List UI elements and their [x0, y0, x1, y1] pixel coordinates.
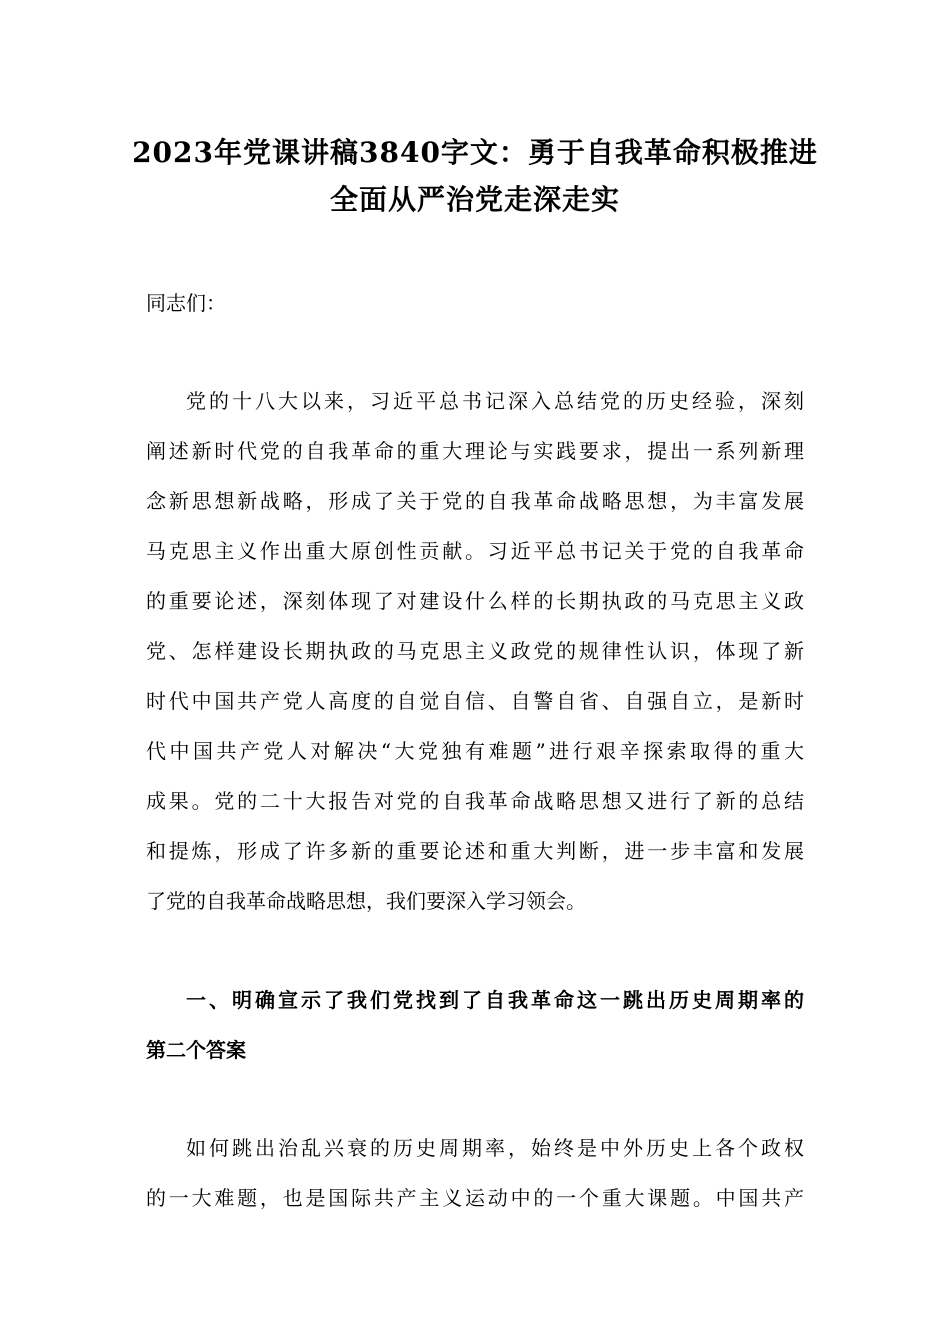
salutation: 同志们：: [146, 291, 226, 315]
paragraph-1-line: 了党的自我革命战略思想，我们要深入学习领会。: [146, 889, 586, 913]
paragraph-1-line: 党的十八大以来，习近平总书记深入总结党的历史经验，深刻: [186, 389, 804, 413]
paragraph-1-line: 成果。党的二十大报告对党的自我革命战略思想又进行了新的总结: [146, 789, 804, 813]
paragraph-1-line: 阐述新时代党的自我革命的重大理论与实践要求，提出一系列新理: [146, 439, 804, 463]
paragraph-1-line: 党、怎样建设长期执政的马克思主义政党的规律性认识，体现了新: [146, 639, 804, 663]
document-title-line-2: 全面从严治党走深走实: [329, 183, 620, 216]
document-title-line-1: 2023年党课讲稿3840字文：勇于自我革命积极推进: [132, 136, 818, 169]
paragraph-2-line: 如何跳出治乱兴衰的历史周期率，始终是中外历史上各个政权: [186, 1136, 804, 1160]
section-heading-line: 一、明确宣示了我们党找到了自我革命这一跳出历史周期率的: [186, 988, 804, 1012]
paragraph-1-line: 念新思想新战略，形成了关于党的自我革命战略思想，为丰富发展: [146, 489, 804, 513]
paragraph-1-line: 代中国共产党人对解决“大党独有难题”进行艰辛探索取得的重大: [146, 739, 804, 763]
paragraph-1-line: 马克思主义作出重大原创性贡献。习近平总书记关于党的自我革命: [146, 539, 804, 563]
section-heading-line: 第二个答案: [146, 1038, 246, 1062]
paragraph-2-line: 的一大难题，也是国际共产主义运动中的一个重大课题。中国共产: [146, 1186, 804, 1210]
paragraph-1-line: 时代中国共产党人高度的自觉自信、自警自省、自强自立，是新时: [146, 689, 804, 713]
paragraph-1-line: 和提炼，形成了许多新的重要论述和重大判断，进一步丰富和发展: [146, 839, 804, 863]
paragraph-1-line: 的重要论述，深刻体现了对建设什么样的长期执政的马克思主义政: [146, 589, 804, 613]
